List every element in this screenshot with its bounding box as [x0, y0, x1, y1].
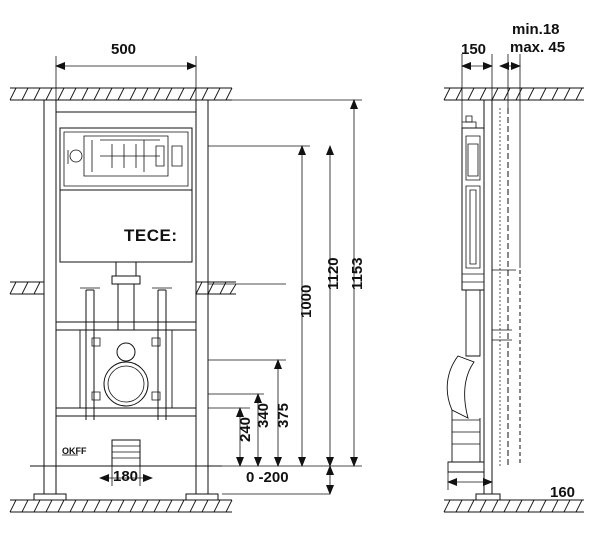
- dimension-height-1120: 1120: [325, 257, 342, 290]
- dimension-height-240: 240: [237, 416, 254, 442]
- dimension-side-depth-150: 150: [461, 41, 487, 58]
- brand-label: TECE:: [124, 226, 178, 245]
- floor-level-label: OKFF: [62, 446, 87, 456]
- dimension-height-375: 375: [275, 402, 292, 428]
- dimension-height-1000: 1000: [298, 284, 315, 318]
- dimension-side-depth-160: 160: [550, 484, 576, 501]
- dimension-outlet-width-180: 180: [113, 468, 139, 485]
- dimension-height-340: 340: [255, 402, 272, 428]
- dimension-front-width: 500: [111, 41, 137, 58]
- dimension-wall-max: max. 45: [510, 39, 566, 56]
- dimension-height-1153: 1153: [349, 257, 366, 290]
- dimension-floor-offset: 0 -200: [246, 469, 289, 486]
- dimension-wall-min: min.18: [512, 21, 560, 38]
